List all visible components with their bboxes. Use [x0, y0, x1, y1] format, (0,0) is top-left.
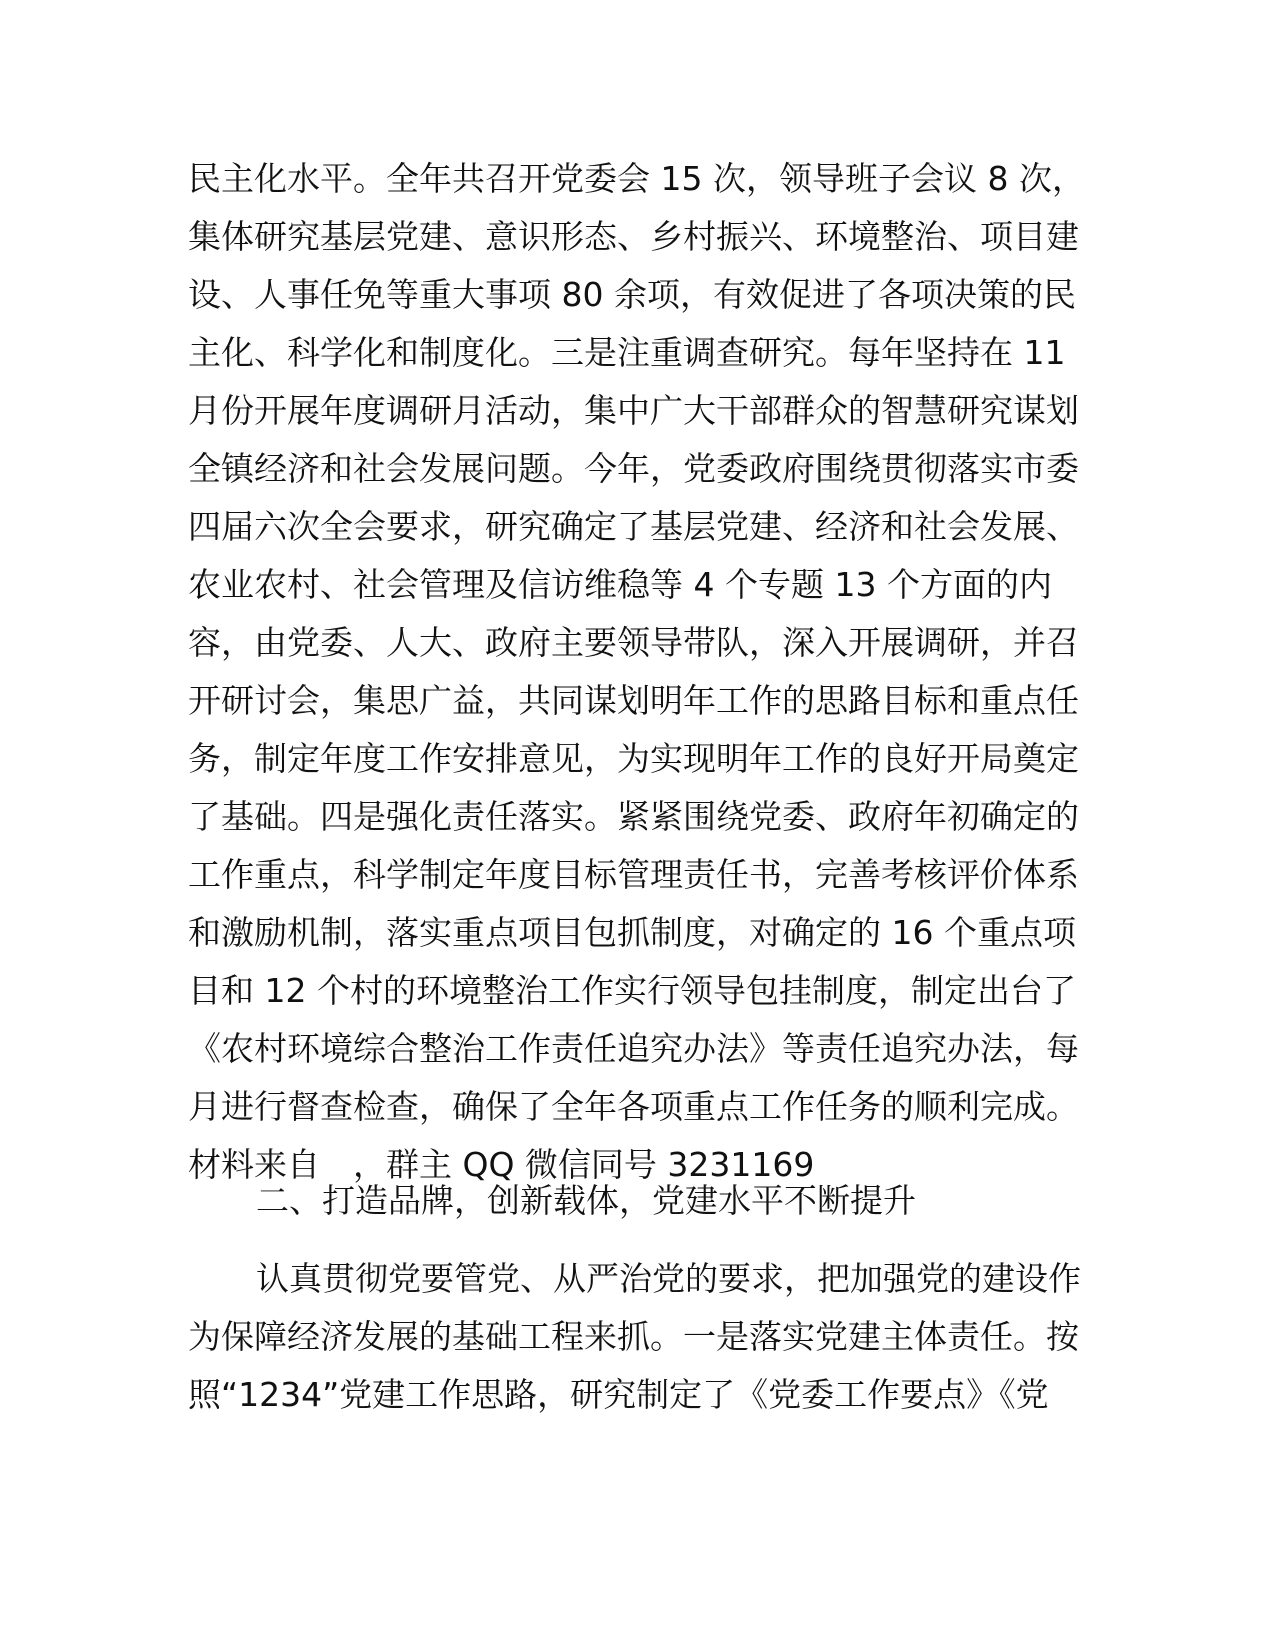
text-line: 月进行督查检查，确保了全年各项重点工作任务的顺利完成。	[188, 1087, 1079, 1126]
section-heading-block	[188, 1172, 1088, 1230]
text-line: 务，制定年度工作安排意见，为实现明年工作的良好开局奠定	[188, 739, 1079, 778]
text-line: 月份开展年度调研月活动，集中广大干部群众的智慧研究谋划	[188, 391, 1079, 430]
text-line: 主化、科学化和制度化。三是注重调查研究。每年坚持在 11	[188, 333, 1066, 372]
text-line: 和激励机制，落实重点项目包抓制度，对确定的 16 个重点项	[188, 913, 1076, 952]
text-line: 认真贯彻党要管党、从严治党的要求，把加强党的建设作	[256, 1259, 1081, 1298]
text-line: 了基础。四是强化责任落实。紧紧围绕党委、政府年初确定的	[188, 797, 1079, 836]
section-heading: 二、打造品牌，创新载体，党建水平不断提升	[256, 1181, 916, 1220]
paragraph-1	[188, 150, 1088, 1194]
text-line: 为保障经济发展的基础工程来抓。一是落实党建主体责任。按	[188, 1317, 1079, 1356]
text-line: 民主化水平。全年共召开党委会 15 次，领导班子会议 8 次，	[188, 159, 1085, 198]
text-line: 容，由党委、人大、政府主要领导带队，深入开展调研，并召	[188, 623, 1079, 662]
text-line: 农业农村、社会管理及信访维稳等 4 个专题 13 个方面的内	[188, 565, 1052, 604]
paragraph-2	[188, 1250, 1088, 1424]
text-line: 目和 12 个村的环境整治工作实行领导包挂制度，制定出台了	[188, 971, 1076, 1010]
text-line: 《农村环境综合整治工作责任追究办法》等责任追究办法，每	[188, 1029, 1079, 1068]
text-line: 照“1234”党建工作思路，研究制定了《党委工作要点》《党	[188, 1375, 1049, 1414]
text-line: 工作重点，科学制定年度目标管理责任书，完善考核评价体系	[188, 855, 1079, 894]
text-line: 集体研究基层党建、意识形态、乡村振兴、环境整治、项目建	[188, 217, 1079, 256]
text-line: 全镇经济和社会发展问题。今年，党委政府围绕贯彻落实市委	[188, 449, 1079, 488]
text-line: 开研讨会，集思广益，共同谋划明年工作的思路目标和重点任	[188, 681, 1079, 720]
source-note-line: 材料来自 ，群主 QQ 微信同号 3231169	[188, 1145, 815, 1184]
text-line: 设、人事任免等重大事项 80 余项，有效促进了各项决策的民	[188, 275, 1076, 314]
text-line: 四届六次全会要求，研究确定了基层党建、经济和社会发展、	[188, 507, 1079, 546]
